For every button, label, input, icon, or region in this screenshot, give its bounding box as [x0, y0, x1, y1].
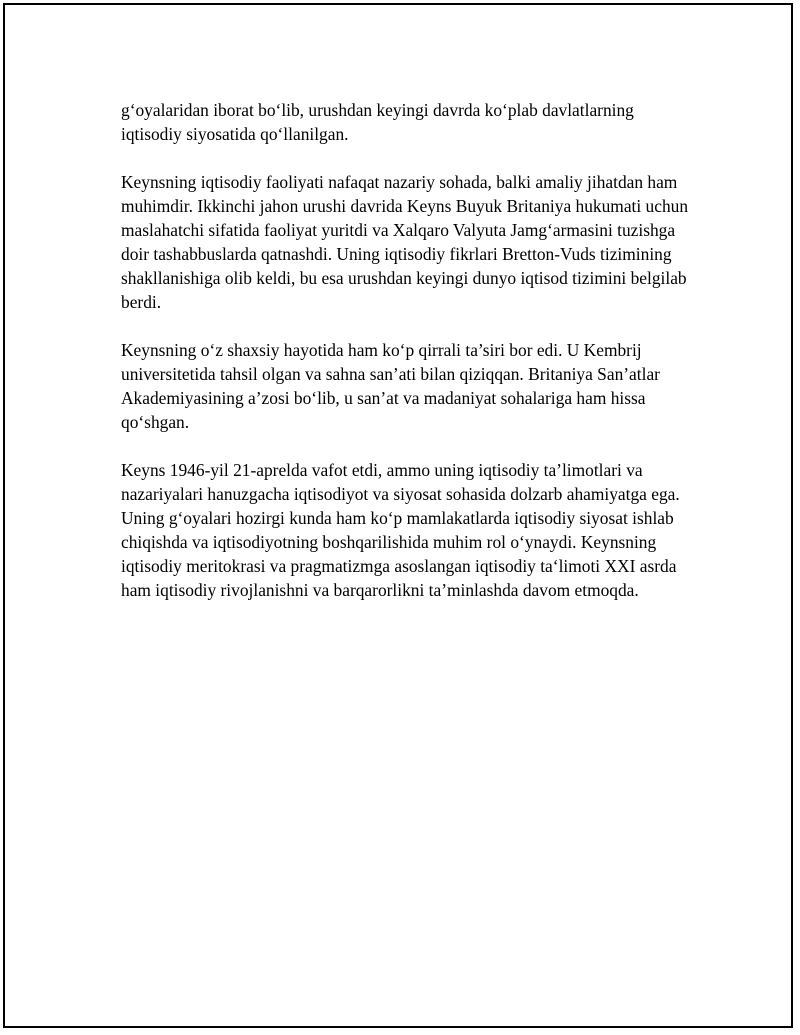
- document-page: [3, 3, 793, 1028]
- paragraph-2: Keynsning iqtisodiy faoliyati nafaqat nazariy sohada, balki amaliy jihatdan ham muhimdir. Ikkinchi jahon urushi davrida Keyns Buyuk Britaniya hukumati uchun maslahatchi sifatida faoliyat yuritdi va Xalqaro Valyuta Jamg‘armasini tuzishga doir tashabbuslarda qatnashdi. Uning iqtisodiy fikrlari Bretton-Vuds tizimining shakllanishiga olib keldi, bu esa urushdan keyingi dunyo iqtisod tizimini belgilab berdi.: [121, 172, 689, 312]
- paragraph-3: Keynsning o‘z shaxsiy hayotida ham ko‘p qirrali ta’siri bor edi. U Kembrij universitetida tahsil olgan va sahna san’ati bilan qiziqqan. Britaniya San’atlar Akademiyasining a’zosi bo‘lib, u san’at va madaniyat sohalariga ham hissa qo‘shgan.: [121, 340, 660, 432]
- paragraph-1: g‘oyalaridan iborat bo‘lib, urushdan keyingi davrda ko‘plab davlatlarning iqtisodiy siyosatida qo‘llanilgan.: [121, 100, 634, 144]
- document-body: [121, 98, 693, 626]
- paragraph-4: Keyns 1946-yil 21-aprelda vafot etdi, ammo uning iqtisodiy ta’limotlari va nazariyalari hanuzgacha iqtisodiyot va siyosat sohasida dolzarb ahamiyatga ega. Uning g‘oyalari hozirgi kunda ham ko‘p mamlakatlarda iqtisodiy siyosat ishlab chiqishda va iqtisodiyotning boshqarilishida muhim rol o‘ynaydi. Keynsning iqtisodiy meritokrasi va pragmatizmga asoslangan iqtisodiy ta‘limoti XXI asrda ham iqtisodiy rivojlanishni va barqarorlikni ta’minlashda davom etmoqda.: [121, 460, 680, 600]
